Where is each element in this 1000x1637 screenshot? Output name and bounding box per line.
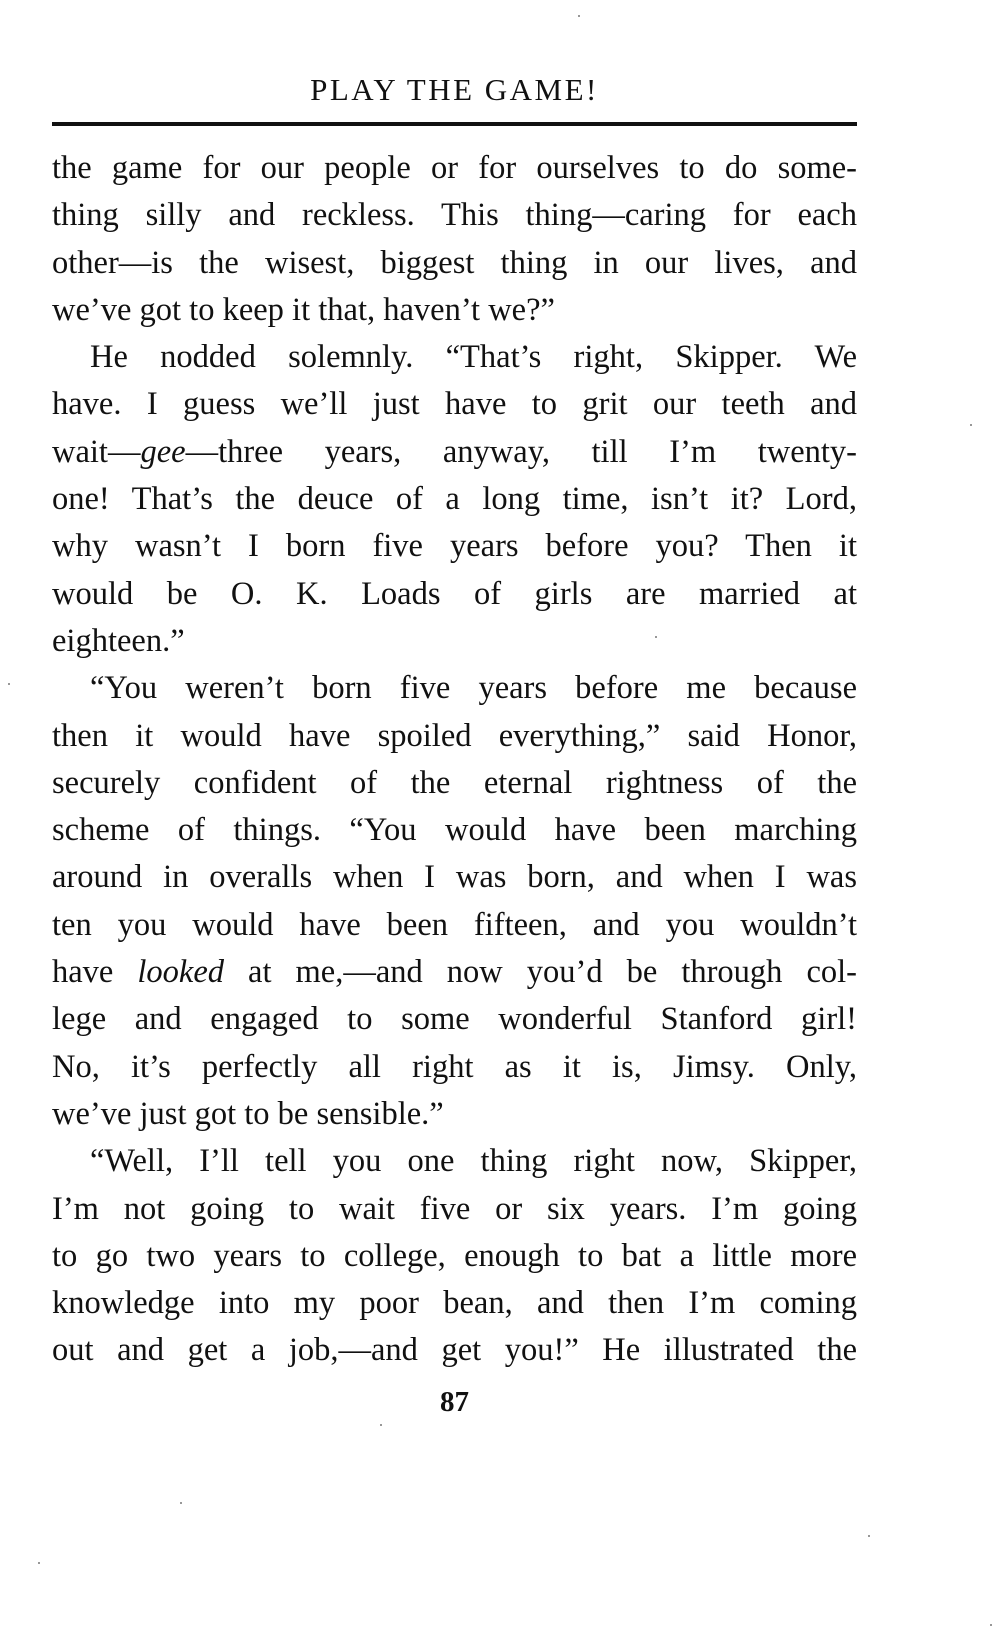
text-line xyxy=(52,240,857,287)
text-segment: to go two years to college, enough to bat a little more xyxy=(52,1237,857,1274)
scan-speck xyxy=(180,1502,182,1504)
text-segment: one! That’s the deuce of a long time, isn’t it? Lord, xyxy=(52,481,857,518)
text-line xyxy=(52,429,857,476)
text-segment: at me,—and now you’d be through col- xyxy=(224,954,857,991)
page-number: 87 xyxy=(440,1386,469,1418)
italic-word: gee xyxy=(140,433,186,470)
text-segment: scheme of things. “You would have been marching xyxy=(52,812,857,849)
text-line xyxy=(52,1186,857,1233)
text-line xyxy=(52,192,857,239)
text-line xyxy=(52,287,857,334)
text-segment: I’m not going to wait five or six years. I’m going xyxy=(52,1190,857,1227)
text-segment: ten you would have been fifteen, and you wouldn’t xyxy=(52,906,857,943)
text-segment: No, it’s perfectly all right as it is, Jimsy. Only, xyxy=(52,1048,857,1085)
text-segment: out and get a job,—and get you!” He illustrated the xyxy=(52,1332,857,1369)
scan-speck xyxy=(990,1624,992,1626)
text-segment: why wasn’t I born five years before you? Then it xyxy=(52,528,857,565)
text-line xyxy=(52,807,857,854)
text-line xyxy=(52,1233,857,1280)
scan-speck xyxy=(8,683,10,685)
text-line xyxy=(52,571,857,618)
text-line xyxy=(52,996,857,1043)
text-line xyxy=(52,665,857,712)
text-line xyxy=(52,1091,857,1138)
text-line xyxy=(52,854,857,901)
text-segment: thing silly and reckless. This thing—caring for each xyxy=(52,197,857,234)
text-segment: “You weren’t born five years before me because xyxy=(90,670,857,707)
text-segment: around in overalls when I was born, and when I was xyxy=(52,859,857,896)
text-line xyxy=(52,381,857,428)
text-segment: the game for our people or for ourselves to do some- xyxy=(52,150,857,186)
text-segment: other—is the wisest, biggest thing in our lives, and xyxy=(52,244,857,281)
scan-speck xyxy=(868,1535,870,1537)
scan-speck xyxy=(970,424,972,426)
text-line xyxy=(52,1327,857,1374)
text-line xyxy=(52,618,857,665)
text-segment: would be O. K. Loads of girls are married at xyxy=(52,575,857,612)
italic-word: looked xyxy=(137,954,225,991)
text-line xyxy=(52,334,857,381)
scan-speck xyxy=(578,15,580,17)
scan-speck xyxy=(38,1562,40,1564)
text-segment: then it would have spoiled everything,” said Honor, xyxy=(52,717,857,754)
text-line xyxy=(52,523,857,570)
scan-speck xyxy=(380,1424,382,1426)
text-line xyxy=(52,949,857,996)
text-segment: knowledge into my poor bean, and then I’m coming xyxy=(52,1285,857,1322)
text-segment: we’ve just got to be sensible.” xyxy=(52,1095,444,1132)
text-line xyxy=(52,145,857,192)
text-segment: wait— xyxy=(52,433,141,470)
body-text xyxy=(52,145,857,1375)
text-line xyxy=(52,1044,857,1091)
header-rule xyxy=(52,122,857,126)
text-segment: —three years, anyway, till I’m twenty- xyxy=(185,433,857,470)
text-line xyxy=(52,760,857,807)
text-segment: He nodded solemnly. “That’s right, Skipper. We xyxy=(90,339,857,376)
text-line xyxy=(52,713,857,760)
text-line xyxy=(52,1280,857,1327)
text-line xyxy=(52,1138,857,1185)
text-segment: “Well, I’ll tell you one thing right now, Skipper, xyxy=(90,1143,857,1180)
text-segment: have. I guess we’ll just have to grit our teeth and xyxy=(52,386,857,423)
text-segment: have xyxy=(52,954,138,991)
text-line xyxy=(52,476,857,523)
text-segment: lege and engaged to some wonderful Stanford girl! xyxy=(52,1001,857,1038)
text-segment: we’ve got to keep it that, haven’t we?” xyxy=(52,291,555,328)
text-line xyxy=(52,902,857,949)
scan-speck xyxy=(655,636,657,638)
running-head: PLAY THE GAME! xyxy=(310,72,599,107)
text-segment: securely confident of the eternal rightness of the xyxy=(52,764,857,801)
text-segment: eighteen.” xyxy=(52,622,185,659)
